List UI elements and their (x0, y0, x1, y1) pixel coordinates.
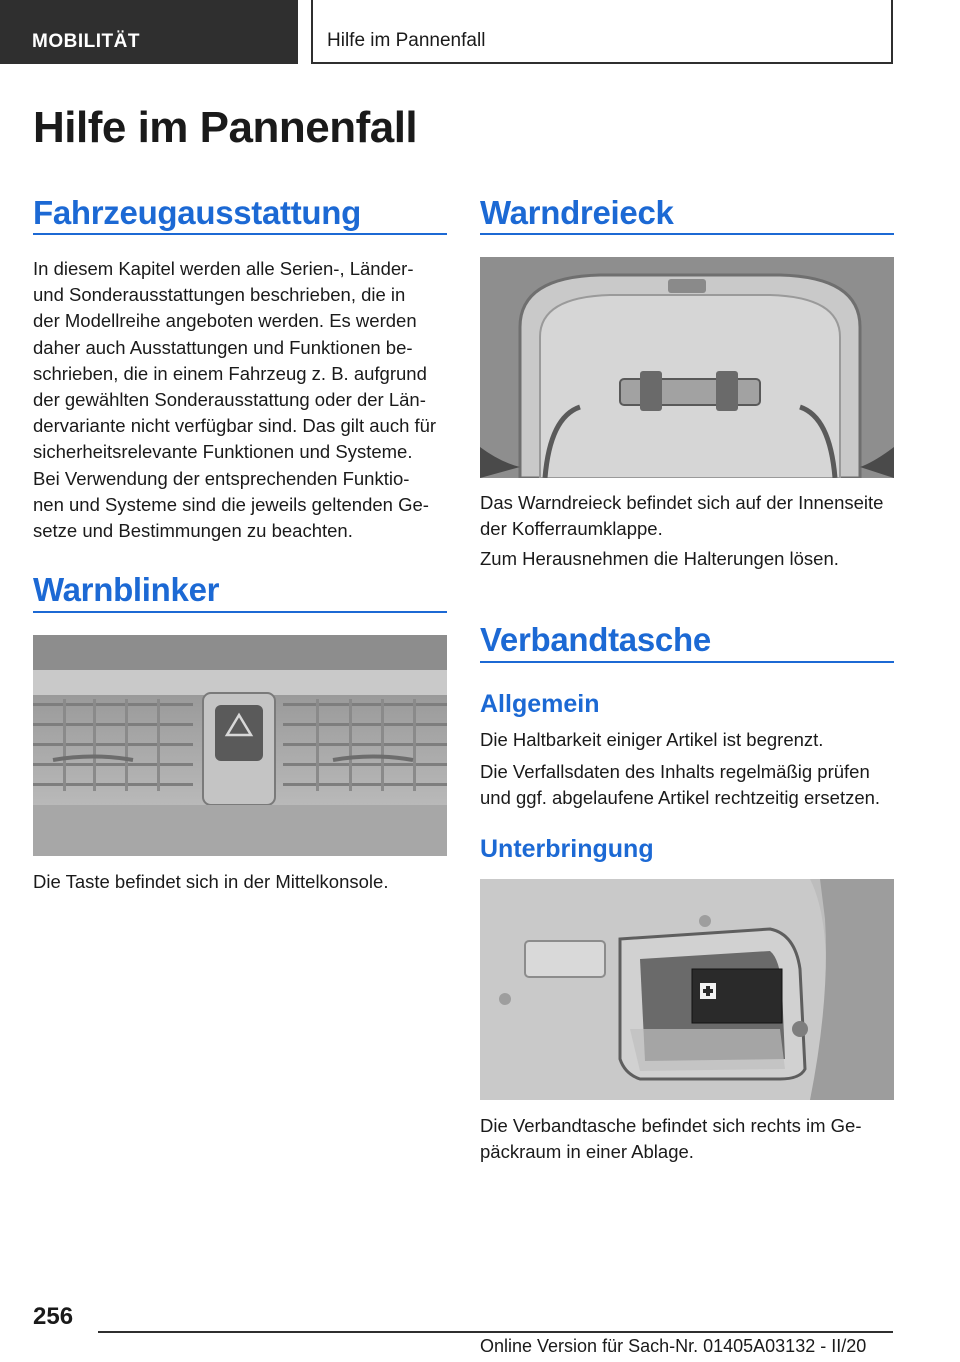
subheading-unterbringung: Unterbringung (480, 835, 654, 863)
warning-triangle-image (480, 257, 894, 478)
allgemein-paragraph-1: Die Haltbarkeit einiger Artikel ist begrenzt. (480, 729, 824, 750)
text-line: Die Verfallsdaten des Inhalts regelmäßig prüfen (480, 761, 870, 782)
footer-version: Online Version für Sach-Nr. 01405A03132 - II/20 (480, 1336, 867, 1356)
header-section-tab (0, 0, 298, 64)
first-aid-kit-image (480, 879, 894, 1100)
text-line: sicherheitsrelevante Funktionen und Systeme. (33, 441, 413, 463)
heading-verbandtasche: Verbandtasche (480, 621, 711, 658)
heading-rule (33, 611, 447, 613)
text-line: päckraum in einer Ablage. (480, 1141, 694, 1163)
page-title: Hilfe im Pannenfall (33, 103, 418, 152)
footer-rule (98, 1331, 893, 1333)
page-number: 256 (33, 1303, 74, 1330)
warndreieck-text: Zum Herausnehmen die Halterungen lösen. (480, 548, 839, 569)
heading-fahrzeugausstattung: Fahrzeugausstattung (33, 194, 361, 231)
text-line: dervariante nicht verfügbar sind. Das gilt auch für (33, 415, 437, 437)
subheading-allgemein: Allgemein (480, 690, 600, 718)
text-line: der Kofferraumklappe. (480, 518, 663, 540)
allgemein-paragraph-2 (480, 759, 880, 811)
text-line: schrieben, die in einem Fahrzeug z. B. aufgrund (33, 362, 427, 384)
text-line: nen und Systeme sind die jeweils geltenden Ge- (33, 493, 429, 515)
text-line: Bei Verwendung der entsprechenden Funktio- (33, 467, 410, 489)
text-line: der gewählten Sonderausstattung oder der Län- (33, 389, 426, 411)
heading-rule (480, 661, 894, 663)
text-line: In diesem Kapitel werden alle Serien-, Länder- (33, 258, 414, 279)
text-line: und ggf. abgelaufene Artikel rechtzeitig ersetzen. (480, 787, 881, 809)
text-line: Das Warndreieck befindet sich auf der Innenseite (480, 492, 884, 513)
text-line: Die Verbandtasche befindet sich rechts im Ge- (480, 1115, 862, 1136)
heading-warnblinker: Warnblinker (33, 571, 220, 608)
header-chapter-tab (311, 0, 893, 64)
fahrzeugausstattung-paragraph (33, 256, 436, 544)
heading-warndreieck: Warndreieck (480, 194, 674, 231)
text-line: daher auch Ausstattungen und Funktionen be- (33, 336, 413, 358)
header-section-label: MOBILITÄT (32, 31, 140, 52)
warndreieck-caption (480, 490, 883, 542)
header-chapter-label: Hilfe im Pannenfall (327, 30, 486, 51)
warnblinker-caption: Die Taste befindet sich in der Mittelkonsole. (33, 871, 389, 892)
text-line: und Sonderausstattungen beschrieben, die in (33, 284, 406, 306)
text-line: setze und Bestimmungen zu beachten. (33, 520, 353, 542)
heading-rule (480, 233, 894, 235)
unterbringung-caption (480, 1113, 862, 1165)
heading-rule (33, 233, 447, 235)
hazard-button-image (33, 635, 447, 856)
text-line: der Modellreihe angeboten werden. Es werden (33, 310, 417, 332)
